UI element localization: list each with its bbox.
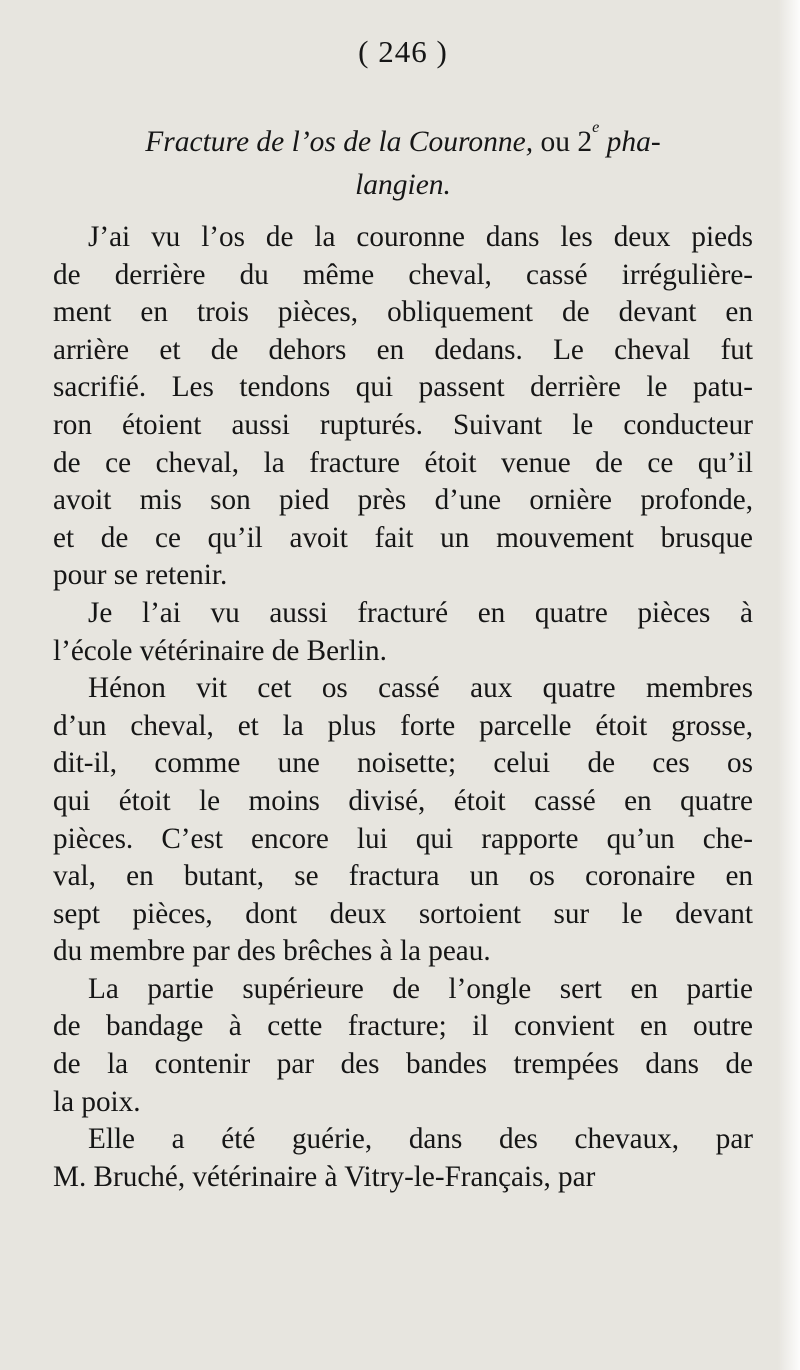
text-line: qui étoit le moins divisé, étoit cassé en quatre [53, 784, 753, 817]
text-line: du membre par des brêches à la peau. [53, 935, 491, 968]
text-line: d’un cheval, et la plus forte parcelle étoit grosse, [53, 709, 753, 742]
heading-title-continuation: pha- [599, 126, 661, 158]
text-line: et de ce qu’il avoit fait un mouvement brusque [53, 521, 753, 554]
text-line: de bandage à cette fracture; il convient en outre [53, 1010, 753, 1043]
text-line: Hénon vit cet os cassé aux quatre membres [88, 672, 753, 705]
text-line: M. Bruché, vétérinaire à Vitry-le-Français, par [53, 1160, 596, 1193]
section-heading-line-1 [53, 118, 753, 164]
heading-ordinal: 2 [577, 126, 593, 158]
heading-title: Fracture de l’os de la Couronne, [145, 126, 534, 158]
text-line: La partie supérieure de l’ongle sert en partie [88, 972, 753, 1005]
text-line: de derrière du même cheval, cassé irrégulière- [53, 258, 753, 291]
paragraph [53, 219, 753, 595]
text-line: sacrifié. Les tendons qui passent derrière le patu- [53, 371, 753, 404]
text-line: Elle a été guérie, dans des chevaux, par [88, 1123, 753, 1156]
section-heading-line-2: langien. [355, 169, 451, 201]
paragraph [53, 670, 753, 971]
section-heading [53, 118, 753, 207]
page-text [53, 30, 753, 1196]
paragraph [53, 971, 753, 1121]
text-line: avoit mis son pied près d’une ornière profonde, [53, 484, 753, 517]
text-line: val, en butant, se fractura un os coronaire en [53, 860, 753, 893]
heading-ordinal-suffix: e [592, 118, 600, 136]
text-line: la poix. [53, 1085, 141, 1118]
body-paragraphs [53, 219, 753, 1196]
text-line: ment en trois pièces, obliquement de devant en [53, 296, 753, 329]
text-line: ron étoient aussi rupturés. Suivant le conducteur [53, 408, 753, 441]
paragraph [53, 1121, 753, 1196]
text-line: pour se retenir. [53, 559, 228, 592]
text-line: arrière et de dehors en dedans. Le cheval fut [53, 333, 753, 366]
text-line: l’école vétérinaire de Berlin. [53, 634, 387, 667]
text-line: de la contenir par des bandes trempées dans de [53, 1048, 753, 1081]
text-line: pièces. C’est encore lui qui rapporte qu’un che- [53, 822, 753, 855]
text-line: J’ai vu l’os de la couronne dans les deux pieds [88, 221, 753, 253]
text-line: Je l’ai vu aussi fracturé en quatre pièces à [88, 596, 753, 629]
page-number: ( 246 ) [358, 34, 448, 69]
paragraph [53, 595, 753, 670]
text-line: sept pièces, dont deux sortoient sur le devant [53, 897, 753, 930]
heading-ou: ou [533, 126, 578, 158]
text-line: dit-il, comme une noisette; celui de ces os [53, 747, 753, 780]
text-line: de ce cheval, la fracture étoit venue de ce qu’il [53, 446, 753, 479]
